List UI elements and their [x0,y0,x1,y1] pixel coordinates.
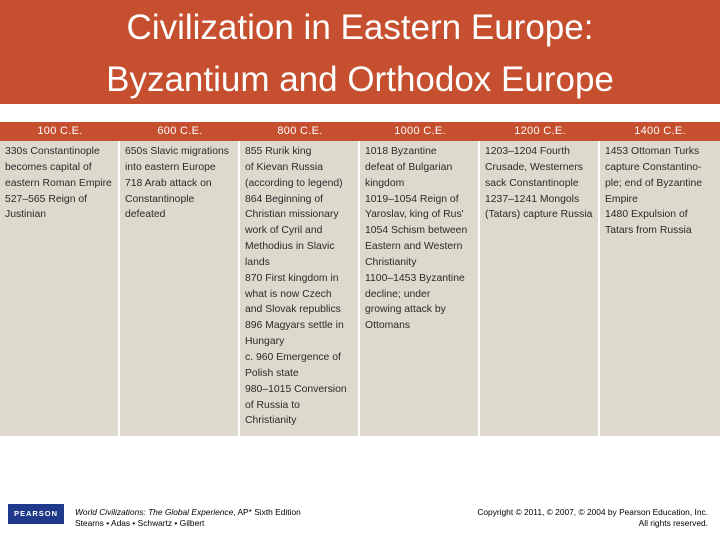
event-line: (Tatars) capture Russia [485,209,593,221]
event-line: Christianity [245,415,297,427]
timeline-column-600 [120,141,240,436]
event-line: sack Constantinople [485,177,579,189]
copyright-line: Copyright © 2011, © 2007, © 2004 by Pearson Education, Inc. [477,507,708,517]
year-label-600: 600 C.E. [157,125,203,137]
slide-title-line-2: Byzantium and Orthodox Europe [106,60,614,99]
year-label-100: 100 C.E. [37,125,83,137]
column-events [605,144,720,239]
event-line: Polish state [245,367,299,379]
book-credit [75,507,301,529]
event-line: (according to legend) [245,177,343,189]
event-line: 1203–1204 Fourth [485,146,570,157]
title-banner [0,0,720,104]
column-events [485,144,598,223]
timeline-table [0,122,720,436]
event-line: lands [245,256,270,268]
event-line: 330s Constantinople [5,146,100,157]
event-line: becomes capital of [5,161,92,173]
event-line: what is now Czech [245,288,332,300]
event-line: 1237–1241 Mongols [485,193,580,205]
event-line: 1100–1453 Byzantine [365,272,465,284]
event-line: 1453 Ottoman Turks [605,146,700,157]
event-line: and Slovak republics [245,304,341,316]
event-line: 1019–1054 Reign of [365,193,459,205]
event-line: decline; under [365,288,431,300]
event-line: 896 Magyars settle in [245,320,344,332]
event-line: 870 First kingdom in [245,272,339,284]
event-line: of Kievan Russia [245,161,323,173]
timeline-column-800 [240,141,360,436]
event-line: Christian missionary [245,209,339,221]
event-line: Crusade, Westerners [485,161,583,173]
column-events [125,144,238,223]
event-line: c. 960 Emergence of [245,351,341,363]
event-line: Justinian [5,209,47,221]
timeline-column-1400 [600,141,720,436]
slide-title-line-1: Civilization in Eastern Europe: [126,8,594,47]
event-line: Hungary [245,336,285,348]
timeline-header [0,122,720,141]
event-line: 1018 Byzantine [365,146,437,157]
year-label-800: 800 C.E. [277,125,323,137]
event-line: Constantinople [125,193,195,205]
event-line: ple; end of Byzantine [605,177,703,189]
event-line: Ottomans [365,320,411,332]
copyright-notice [477,507,708,529]
event-line: growing attack by [365,304,446,316]
book-title: World Civilizations: The Global Experience [75,507,234,517]
event-line: Tatars from Russia [605,225,692,237]
event-line: defeated [125,209,166,221]
event-line: 1480 Expulsion of [605,209,688,221]
event-line: capture Constantino- [605,161,702,173]
event-line: work of Cyril and [245,225,323,237]
event-line: eastern Roman Empire [5,177,112,189]
event-line: Yaroslav, king of Rus' [365,209,464,221]
year-label-1000: 1000 C.E. [394,125,446,137]
timeline-column-1000 [360,141,480,436]
year-label-1400: 1400 C.E. [634,125,686,137]
event-line: Methodius in Slavic [245,241,335,253]
pearson-logo: PEARSON [8,504,64,524]
event-line: 718 Arab attack on [125,177,212,189]
timeline-column-1200 [480,141,600,436]
event-line: 980–1015 Conversion [245,383,347,395]
year-label-1200: 1200 C.E. [514,125,566,137]
column-events [5,144,118,223]
column-events [245,144,358,429]
event-line: of Russia to [245,399,300,411]
book-authors: Stearns • Adas • Schwartz • Gilbert [75,518,205,528]
event-line: 855 Rurik king [245,146,312,157]
event-line: 527–565 Reign of [5,193,88,205]
event-line: Eastern and Western [365,241,463,253]
event-line: 864 Beginning of [245,193,323,205]
rights-line: All rights reserved. [638,518,708,528]
event-line: 650s Slavic migrations [125,146,229,157]
event-line: into eastern Europe [125,161,216,173]
event-line: Empire [605,193,638,205]
event-line: Christianity [365,256,417,268]
event-line: 1054 Schism between [365,225,468,237]
timeline-column-100 [0,141,120,436]
slide-footer [0,496,720,540]
event-line: kingdom [365,177,405,189]
event-line: defeat of Bulgarian [365,161,453,173]
column-events [365,144,478,334]
book-edition: , AP* Sixth Edition [233,507,301,517]
